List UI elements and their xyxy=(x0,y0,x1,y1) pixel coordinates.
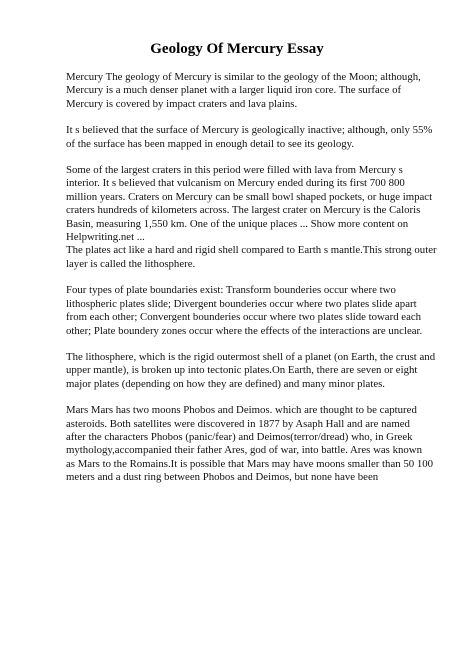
text-line: The lithosphere, which is the rigid outermost shell of a planet (on Earth, the crust and xyxy=(66,350,436,363)
text-line: upper mantle), is broken up into tectonic plates.On Earth, there are seven or eight xyxy=(66,364,418,377)
text-line: major plates (depending on how they are defined) and many minor plates. xyxy=(66,377,386,390)
text-line: Mercury is covered by impact craters and lava plains. xyxy=(66,97,298,110)
text-line: Basin, measuring 1,550 km. One of the unique places ... Show more content on xyxy=(66,217,409,230)
text-line: after the characters Phobos (panic/fear) and Deimos(terror/dread) who, in Greek xyxy=(66,430,413,443)
text-line: mythology,accompanied their father Ares, god of war, into battle. Ares was known xyxy=(66,444,422,457)
text-line: Mercury The geology of Mercury is similar to the geology of the Moon; although, xyxy=(66,71,421,83)
text-line: as Mars to the Romains.It is possible that Mars may have moons smaller than 50 100 xyxy=(66,457,434,470)
text-line: meters and a dust ring between Phobos and Deimos, but none have been xyxy=(66,471,379,484)
text-line: of the surface has been mapped in enough detail to see its geology. xyxy=(66,137,355,150)
text-line: other; Plate boundery zones occur where the effects of the interactions are unclear. xyxy=(66,324,423,337)
text-line: Some of the largest craters in this period were filled with lava from Mercury s xyxy=(66,164,403,177)
text-line: It s believed that the surface of Mercury is geologically inactive; although, only 55% xyxy=(66,124,433,137)
paragraph-plate-boundaries xyxy=(66,284,423,338)
text-line: Four types of plate boundaries exist: Transform bounderies occur where two xyxy=(66,284,396,297)
text-line: asteroids. Both satellites were discovered in 1877 by Asaph Hall and are named xyxy=(66,417,410,430)
text-line: interior. It s believed that vulcanism on Mercury ended during its first 700 800 xyxy=(66,177,405,190)
text-line: The plates act like a hard and rigid shell compared to Earth s mantle.This strong outer xyxy=(66,244,437,257)
source-link-text: Helpwriting.net ... xyxy=(66,231,145,244)
paragraph-mercury-geology xyxy=(66,71,421,111)
text-line: craters hundreds of kilometers across. The largest crater on Mercury is the Caloris xyxy=(66,204,421,217)
paragraph-lithosphere xyxy=(66,350,436,391)
text-line: million years. Craters on Mercury can be small bowl shaped pockets, or huge impact xyxy=(66,190,433,203)
text-line: from each other; Convergent bounderies occur where two plates slide toward each xyxy=(66,311,422,324)
text-line: Mercury is a much denser planet with a larger liquid iron core. The surface of xyxy=(66,84,402,97)
paragraph-largest-craters xyxy=(66,164,433,244)
paragraph-mars-moons xyxy=(66,404,434,484)
paragraph-geologically-inactive xyxy=(66,124,433,151)
text-line: Mars Mars has two moons Phobos and Deimos. which are thought to be captured xyxy=(66,404,417,417)
text-line: layer is called the lithosphere. xyxy=(66,257,196,270)
paragraph-plates-shell xyxy=(66,244,437,271)
text-line: lithospheric plates slide; Divergent bounderies occur where two plates slide apart xyxy=(66,297,417,310)
document-title: Geology Of Mercury Essay xyxy=(150,41,324,57)
